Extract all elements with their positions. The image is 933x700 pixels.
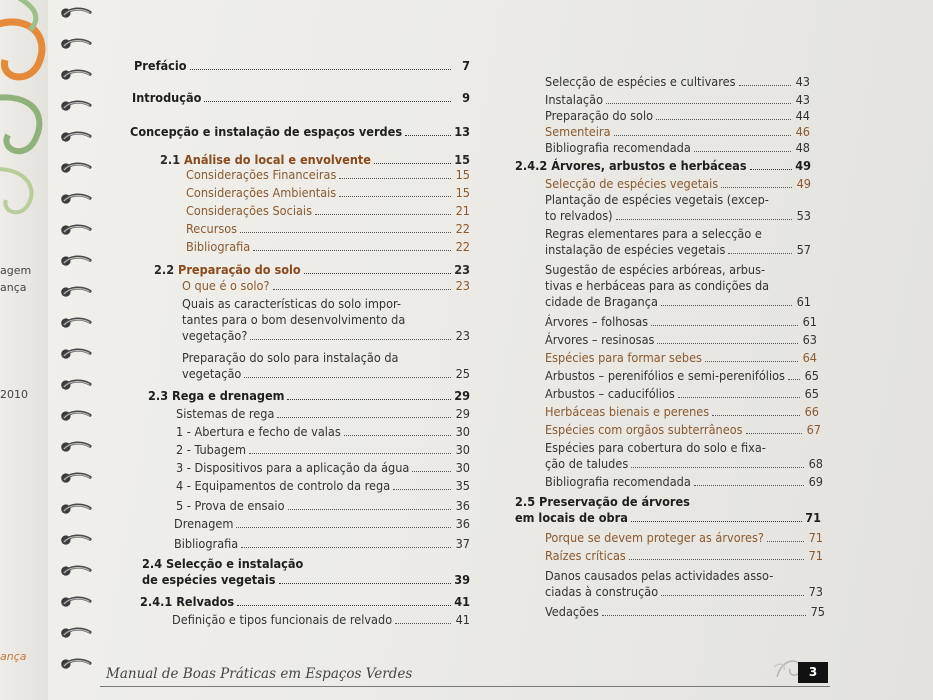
dot-leader (412, 471, 451, 472)
toc-page-number: 35 (455, 478, 470, 493)
spiral-coil-icon (56, 192, 96, 206)
toc-page-number: 36 (455, 498, 470, 513)
spiral-coil-icon (56, 316, 96, 330)
dot-leader (190, 69, 451, 70)
spiral-coil-icon (56, 409, 96, 423)
section-number: 2.1 (160, 152, 185, 167)
toc-entry-title: Regras elementares para a selecção e (545, 226, 762, 241)
dot-leader (237, 605, 451, 606)
dot-leader (728, 253, 792, 254)
toc-entry-title: Bibliografia recomendada (545, 474, 691, 489)
toc-page-number: 61 (796, 294, 811, 309)
toc-entry-title: Bibliografia (186, 239, 251, 254)
toc-entry (545, 262, 811, 310)
dot-leader (661, 305, 792, 306)
toc-entry-title: Drenagem (174, 516, 234, 531)
toc-entry (545, 368, 819, 384)
toc-entry (182, 296, 470, 344)
toc-page-number: 23 (455, 328, 470, 343)
toc-entry (545, 192, 811, 224)
toc-entry (148, 388, 470, 404)
dot-leader (602, 615, 806, 616)
toc-entry-title: Instalação (545, 92, 604, 107)
dot-leader (616, 219, 792, 220)
dot-leader (250, 339, 451, 340)
toc-page-number: 30 (455, 442, 470, 457)
toc-entry (172, 612, 470, 628)
toc-entry-title: ção de taludes (545, 456, 629, 471)
dot-leader (339, 196, 451, 197)
toc-entry (545, 74, 810, 90)
toc-page-number: 57 (796, 242, 811, 257)
toc-page-number: 15 (454, 152, 470, 167)
dot-leader (788, 379, 800, 380)
spiral-coil-icon (56, 6, 96, 20)
toc-entry-title: 2 - Tubagem (176, 442, 247, 457)
toc-page-number: 65 (804, 368, 819, 383)
toc-entry-title: Concepção e instalação de espaços verdes (130, 124, 403, 139)
toc-entry-title: Danos causados pelas actividades asso- (545, 568, 774, 583)
toc-page-number: 43 (795, 74, 810, 89)
dot-leader (374, 163, 451, 164)
toc-entry-title: to relvados) (545, 208, 613, 223)
toc-page-number: 71 (808, 530, 823, 545)
dot-leader (287, 399, 451, 400)
toc-page-number: 71 (808, 548, 823, 563)
toc-entry (545, 548, 823, 564)
dot-leader (240, 232, 451, 233)
toc-entry (140, 594, 470, 610)
toc-entry (182, 278, 470, 294)
toc-page-number: 23 (454, 262, 470, 277)
toc-page-number: 66 (804, 404, 819, 419)
dot-leader (657, 343, 798, 344)
toc-entry-title: Vedações (545, 604, 599, 619)
toc-page-number: 69 (808, 474, 823, 489)
toc-entry-title: 2.4 Selecção e instalação (142, 556, 304, 571)
page-number: 3 (798, 662, 828, 683)
toc-page-number: 15 (455, 167, 470, 182)
dot-leader (344, 435, 451, 436)
toc-entry (545, 176, 811, 192)
spiral-coil-icon (56, 502, 96, 516)
toc-entry-title: de espécies vegetais (142, 572, 276, 587)
toc-entry (545, 124, 810, 140)
toc-entry (545, 422, 821, 438)
toc-entry-title: vegetação (182, 366, 242, 381)
footer-title: Manual de Boas Práticas em Espaços Verdes (106, 666, 413, 682)
toc-entry-title: Porque se devem proteger as árvores? (545, 530, 764, 545)
dot-leader (405, 135, 451, 136)
dot-leader (712, 415, 800, 416)
spiral-coil-icon (56, 285, 96, 299)
toc-page-number: 61 (802, 314, 817, 329)
section-title: Preparação do solo (178, 262, 301, 277)
toc-page-number: 7 (462, 58, 470, 73)
dot-leader (204, 101, 451, 102)
toc-page-number: 43 (795, 92, 810, 107)
dot-leader (678, 397, 800, 398)
dot-leader (721, 187, 792, 188)
toc-entry (174, 536, 470, 552)
toc-entry-title: Quais as características do solo impor- (182, 296, 401, 311)
dot-leader (393, 489, 451, 490)
dot-leader (279, 583, 452, 584)
dot-leader (339, 178, 451, 179)
dot-leader (277, 417, 451, 418)
toc-page-number: 30 (455, 424, 470, 439)
dot-leader (656, 119, 791, 120)
toc-entry (186, 185, 470, 201)
toc-page-number: 49 (796, 176, 811, 191)
toc-entry-title: Bibliografia recomendada (545, 140, 691, 155)
toc-entry-title: Espécies para formar sebes (545, 350, 702, 365)
toc-page-number: 22 (455, 239, 470, 254)
toc-page-number: 46 (795, 124, 810, 139)
spiral-coil-icon (56, 130, 96, 144)
toc-entry-title: 3 - Dispositivos para a aplicação da água (176, 460, 410, 475)
toc-entry (545, 568, 823, 600)
toc-entry (186, 203, 470, 219)
toc-entry (515, 494, 821, 526)
toc-entry (176, 424, 470, 440)
toc-entry-title: 2.4.2 Árvores, arbustos e herbáceas (515, 158, 747, 173)
toc-entry (545, 108, 810, 124)
spiral-coil-icon (56, 440, 96, 454)
toc-entry (182, 350, 470, 382)
dot-leader (694, 485, 804, 486)
toc-entry-title: Arbustos – caducifólios (545, 386, 675, 401)
toc-page-number: 29 (454, 388, 470, 403)
spiral-coil-icon (56, 37, 96, 51)
section-title: Análise do local e envolvente (184, 152, 371, 167)
toc-entry-title: Definição e tipos funcionais de relvado (172, 612, 393, 627)
toc-page-number: 37 (455, 536, 470, 551)
toc-entry (174, 516, 470, 532)
dot-leader (288, 509, 452, 510)
toc-entry (154, 262, 470, 278)
toc-entry-title: 2.5 Preservação de árvores (515, 494, 690, 509)
dot-leader (315, 214, 451, 215)
spiral-coil-icon (56, 254, 96, 268)
toc-entry (545, 530, 823, 546)
toc-entry-title: Recursos (186, 221, 238, 236)
toc-page-number: 41 (454, 594, 470, 609)
toc-entry-title: Árvores – folhosas (545, 314, 649, 329)
spiral-coil-icon (56, 68, 96, 82)
toc-entry-title (160, 152, 371, 168)
dot-leader (750, 169, 792, 170)
prev-page-text: agem (0, 264, 32, 277)
toc-entry (186, 239, 470, 255)
dot-leader (236, 527, 451, 528)
dot-leader (629, 559, 804, 560)
toc-entry (515, 158, 811, 174)
toc-entry-title: 2.3 Rega e drenagem (148, 388, 285, 403)
toc-page-number: 23 (455, 278, 470, 293)
toc-entry-title: tivas e herbáceas para as condições da (545, 278, 770, 293)
spiral-coil-icon (56, 595, 96, 609)
dot-leader (606, 103, 791, 104)
toc-entry-title: Sementeira (545, 124, 611, 139)
toc-entry (545, 226, 811, 258)
dot-leader (651, 325, 798, 326)
toc-entry-title: Sugestão de espécies arbóreas, arbus- (545, 262, 766, 277)
toc-entry-title: Herbáceas bienais e perenes (545, 404, 710, 419)
dot-leader (241, 547, 451, 548)
toc-page-number: 71 (805, 510, 821, 525)
toc-entry-title: 1 - Abertura e fecho de valas (176, 424, 341, 439)
prev-page-text: ança (0, 650, 27, 663)
dot-leader (631, 521, 802, 522)
section-number: 2.2 (154, 262, 179, 277)
toc-entry-title: Considerações Sociais (186, 203, 312, 218)
toc-page-number: 63 (802, 332, 817, 347)
toc-entry-title: Preparação do solo para instalação da (182, 350, 399, 365)
toc-page-number: 9 (462, 90, 470, 105)
toc-page-number: 36 (455, 516, 470, 531)
toc-page-number: 48 (795, 140, 810, 155)
toc-page-number: 21 (455, 203, 470, 218)
spiral-coil-icon (56, 626, 96, 640)
toc-entry (545, 440, 823, 472)
toc-entry (132, 90, 470, 106)
toc-entry-title: Prefácio (134, 58, 187, 73)
toc-entry (142, 556, 470, 588)
toc-page-number: 41 (455, 612, 470, 627)
spiral-coil-icon (56, 564, 96, 578)
prev-page-text: ança (0, 281, 27, 294)
toc-entry-title: Preparação do solo (545, 108, 654, 123)
spiral-coil-icon (56, 471, 96, 485)
toc-page-number: 15 (455, 185, 470, 200)
toc-entry (186, 167, 470, 183)
toc-entry-title: 4 - Equipamentos de controlo da rega (176, 478, 391, 493)
toc-entry-title: Espécies para cobertura do solo e fixa- (545, 440, 766, 455)
toc-page-number: 49 (795, 158, 811, 173)
toc-entry (134, 58, 470, 74)
prev-page-text: 2010 (0, 388, 28, 401)
toc-entry (130, 124, 470, 140)
toc-page-number: 64 (802, 350, 817, 365)
dot-leader (767, 541, 804, 542)
dot-leader (705, 361, 798, 362)
toc-page-number: 39 (454, 572, 470, 587)
toc-entry-title: Sistemas de rega (176, 406, 275, 421)
toc-entry-title: 5 - Prova de ensaio (176, 498, 285, 513)
toc-entry (545, 332, 817, 348)
toc-page-number: 29 (455, 406, 470, 421)
dot-leader (739, 85, 792, 86)
toc-page-number: 53 (796, 208, 811, 223)
toc-entry-title: Selecção de espécies e cultivares (545, 74, 736, 89)
toc-entry (176, 478, 470, 494)
toc-entry (545, 140, 810, 156)
toc-page-number: 30 (455, 460, 470, 475)
dot-leader (631, 467, 804, 468)
toc-page-number: 25 (455, 366, 470, 381)
toc-entry-title: Selecção de espécies vegetais (545, 176, 719, 191)
toc-entry-title: cidade de Bragança (545, 294, 658, 309)
spiral-coil-icon (56, 347, 96, 361)
toc-entry-title: vegetação? (182, 328, 248, 343)
toc-entry-title: Espécies com orgãos subterrâneos (545, 422, 743, 437)
dot-leader (253, 250, 451, 251)
spiral-coil-icon (56, 223, 96, 237)
toc-entry-title: Considerações Ambientais (186, 185, 337, 200)
toc-page-number: 67 (806, 422, 821, 437)
toc-entry (160, 152, 470, 168)
dot-leader (249, 453, 451, 454)
toc-entry-title: tantes para o bom desenvolvimento da (182, 312, 406, 327)
toc-entry-title: Arbustos – perenifólios e semi-perenifólios (545, 368, 785, 383)
toc-entry (545, 350, 817, 366)
dot-leader (614, 135, 791, 136)
toc-entry-title: ciadas à construção (545, 584, 659, 599)
toc-entry-title: Raízes críticas (545, 548, 626, 563)
toc-entry (176, 406, 470, 422)
dot-leader (694, 151, 791, 152)
previous-page-edge (0, 0, 48, 700)
spiral-coil-icon (56, 99, 96, 113)
toc-entry (176, 460, 470, 476)
toc-entry (186, 221, 470, 237)
toc-entry (545, 604, 825, 620)
toc-entry-title: em locais de obra (515, 510, 628, 525)
toc-page-number: 44 (795, 108, 810, 123)
toc-page-number: 68 (808, 456, 823, 471)
dot-leader (304, 273, 451, 274)
toc-entry-title: Árvores – resinosas (545, 332, 655, 347)
toc-entry (176, 498, 470, 514)
toc-entry-title: O que é o solo? (182, 278, 270, 293)
toc-entry-title: instalação de espécies vegetais (545, 242, 726, 257)
toc-entry (176, 442, 470, 458)
toc-entry (545, 314, 817, 330)
toc-entry-title: Introdução (132, 90, 202, 105)
dot-leader (395, 623, 451, 624)
toc-entry-title (154, 262, 301, 278)
spiral-coil-icon (56, 378, 96, 392)
dot-leader (273, 289, 452, 290)
dot-leader (746, 433, 802, 434)
toc-entry-title: 2.4.1 Relvados (140, 594, 235, 609)
dot-leader (244, 377, 451, 378)
spiral-binding (48, 0, 103, 700)
toc-page-number: 22 (455, 221, 470, 236)
toc-page-number: 65 (804, 386, 819, 401)
toc-entry (545, 386, 819, 402)
toc-entry-title: Plantação de espécies vegetais (excep- (545, 192, 769, 207)
spiral-coil-icon (56, 161, 96, 175)
toc-entry (545, 474, 823, 490)
spiral-coil-icon (56, 533, 96, 547)
toc-page-number: 13 (454, 124, 470, 139)
spiral-coil-icon (56, 657, 96, 671)
toc-page-number: 75 (810, 604, 825, 619)
dot-leader (661, 595, 804, 596)
toc-entry (545, 404, 819, 420)
toc-entry-title: Considerações Financeiras (186, 167, 337, 182)
toc-entry (545, 92, 810, 108)
footer-rule (100, 686, 830, 687)
toc-entry-title: Bibliografia (174, 536, 239, 551)
toc-page-number: 73 (808, 584, 823, 599)
